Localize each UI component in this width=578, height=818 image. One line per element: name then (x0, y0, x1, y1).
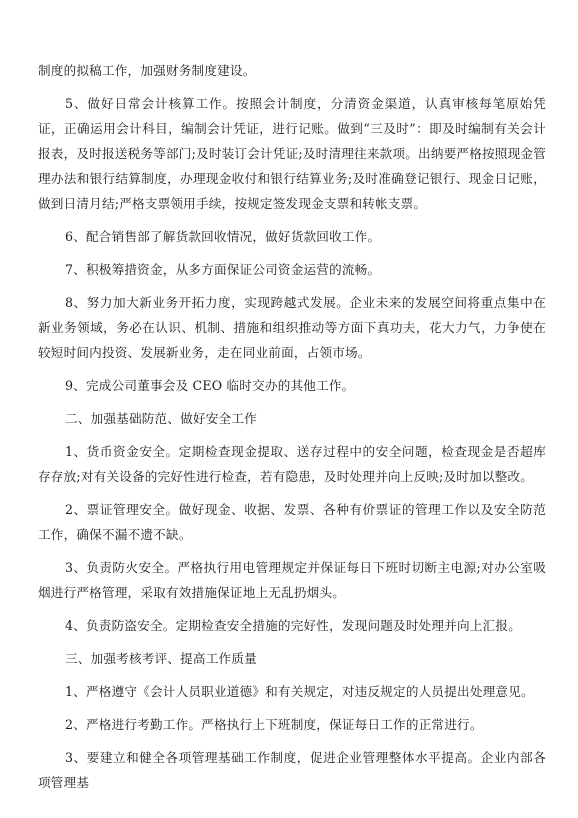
document-page (38, 58, 546, 803)
paragraph-4: 8、努力加大新业务开拓力度，实现跨越式发展。企业未来的发展空间将重点集中在新业务领域，务必在认识、机制、措施和组织推动等方面下真功夫，花大力气，力争使在较短时间内投资、发展新业务，走在同业前面，占领市场。 (38, 295, 546, 360)
paragraph-13: 2、严格进行考勤工作。严格执行上下班制度，保证每日工作的正常进行。 (65, 717, 483, 732)
section-heading-3: 三、加强考核考评、提高工作质量 (65, 651, 257, 666)
section-heading-2: 二、加强基础防范、做好安全工作 (65, 411, 257, 426)
paragraph-10: 4、负责防盗安全。定期检查安全措施的完好性，发现问题及时处理并向上汇报。 (65, 618, 521, 633)
paragraph-8: 2、票证管理安全。做好现金、收据、发票、各种有价票证的管理工作以及安全防范工作，确保不漏不遗不缺。 (38, 502, 546, 542)
paragraph-3: 7、积极筹措资金，从多方面保证公司资金运营的流畅。 (65, 262, 381, 277)
paragraph-2: 6、配合销售部了解货款回收情况，做好货款回收工作。 (65, 229, 381, 244)
paragraph-9: 3、负责防火安全。严格执行用电管理规定并保证每日下班时切断主电源;对办公室吸烟进行严格管理，采取有效措施保证地上无乱扔烟头。 (38, 560, 546, 600)
paragraph-1: 5、做好日常会计核算工作。按照会计制度，分清资金渠道，认真审核每笔原始凭证，正确运用会计科目，编制会计凭证，进行记账。做到“三及时”：即及时编制有关会计报表，及时报送税务等部门;及时装订会计凭证;及时清理往来款项。出纳要严格按照现金管理办法和银行结算制度，办理现金收付和银行结算业务;及时准确登记银行、现金日记账，做到日清月结;严格支票领用手续，按规定签发现金支票和转帐支票。 (38, 96, 546, 211)
paragraph-7: 1、货币资金安全。定期检查现金提取、送存过程中的安全问题，检查现金是否超库存存放;对有关设备的完好性进行检查，若有隐患，及时处理并向上反映;及时加以整改。 (38, 444, 546, 484)
paragraph-14: 3、要建立和健全各项管理基础工作制度，促进企业管理整体水平提高。企业内部各项管理基 (38, 750, 546, 790)
paragraph-0: 制度的拟稿工作，加强财务制度建设。 (38, 63, 256, 78)
paragraph-5: 9、完成公司董事会及 CEO 临时交办的其他工作。 (65, 378, 355, 393)
paragraph-12: 1、严格遵守《会计人员职业道德》和有关规定，对违反规定的人员提出处理意见。 (65, 684, 534, 699)
